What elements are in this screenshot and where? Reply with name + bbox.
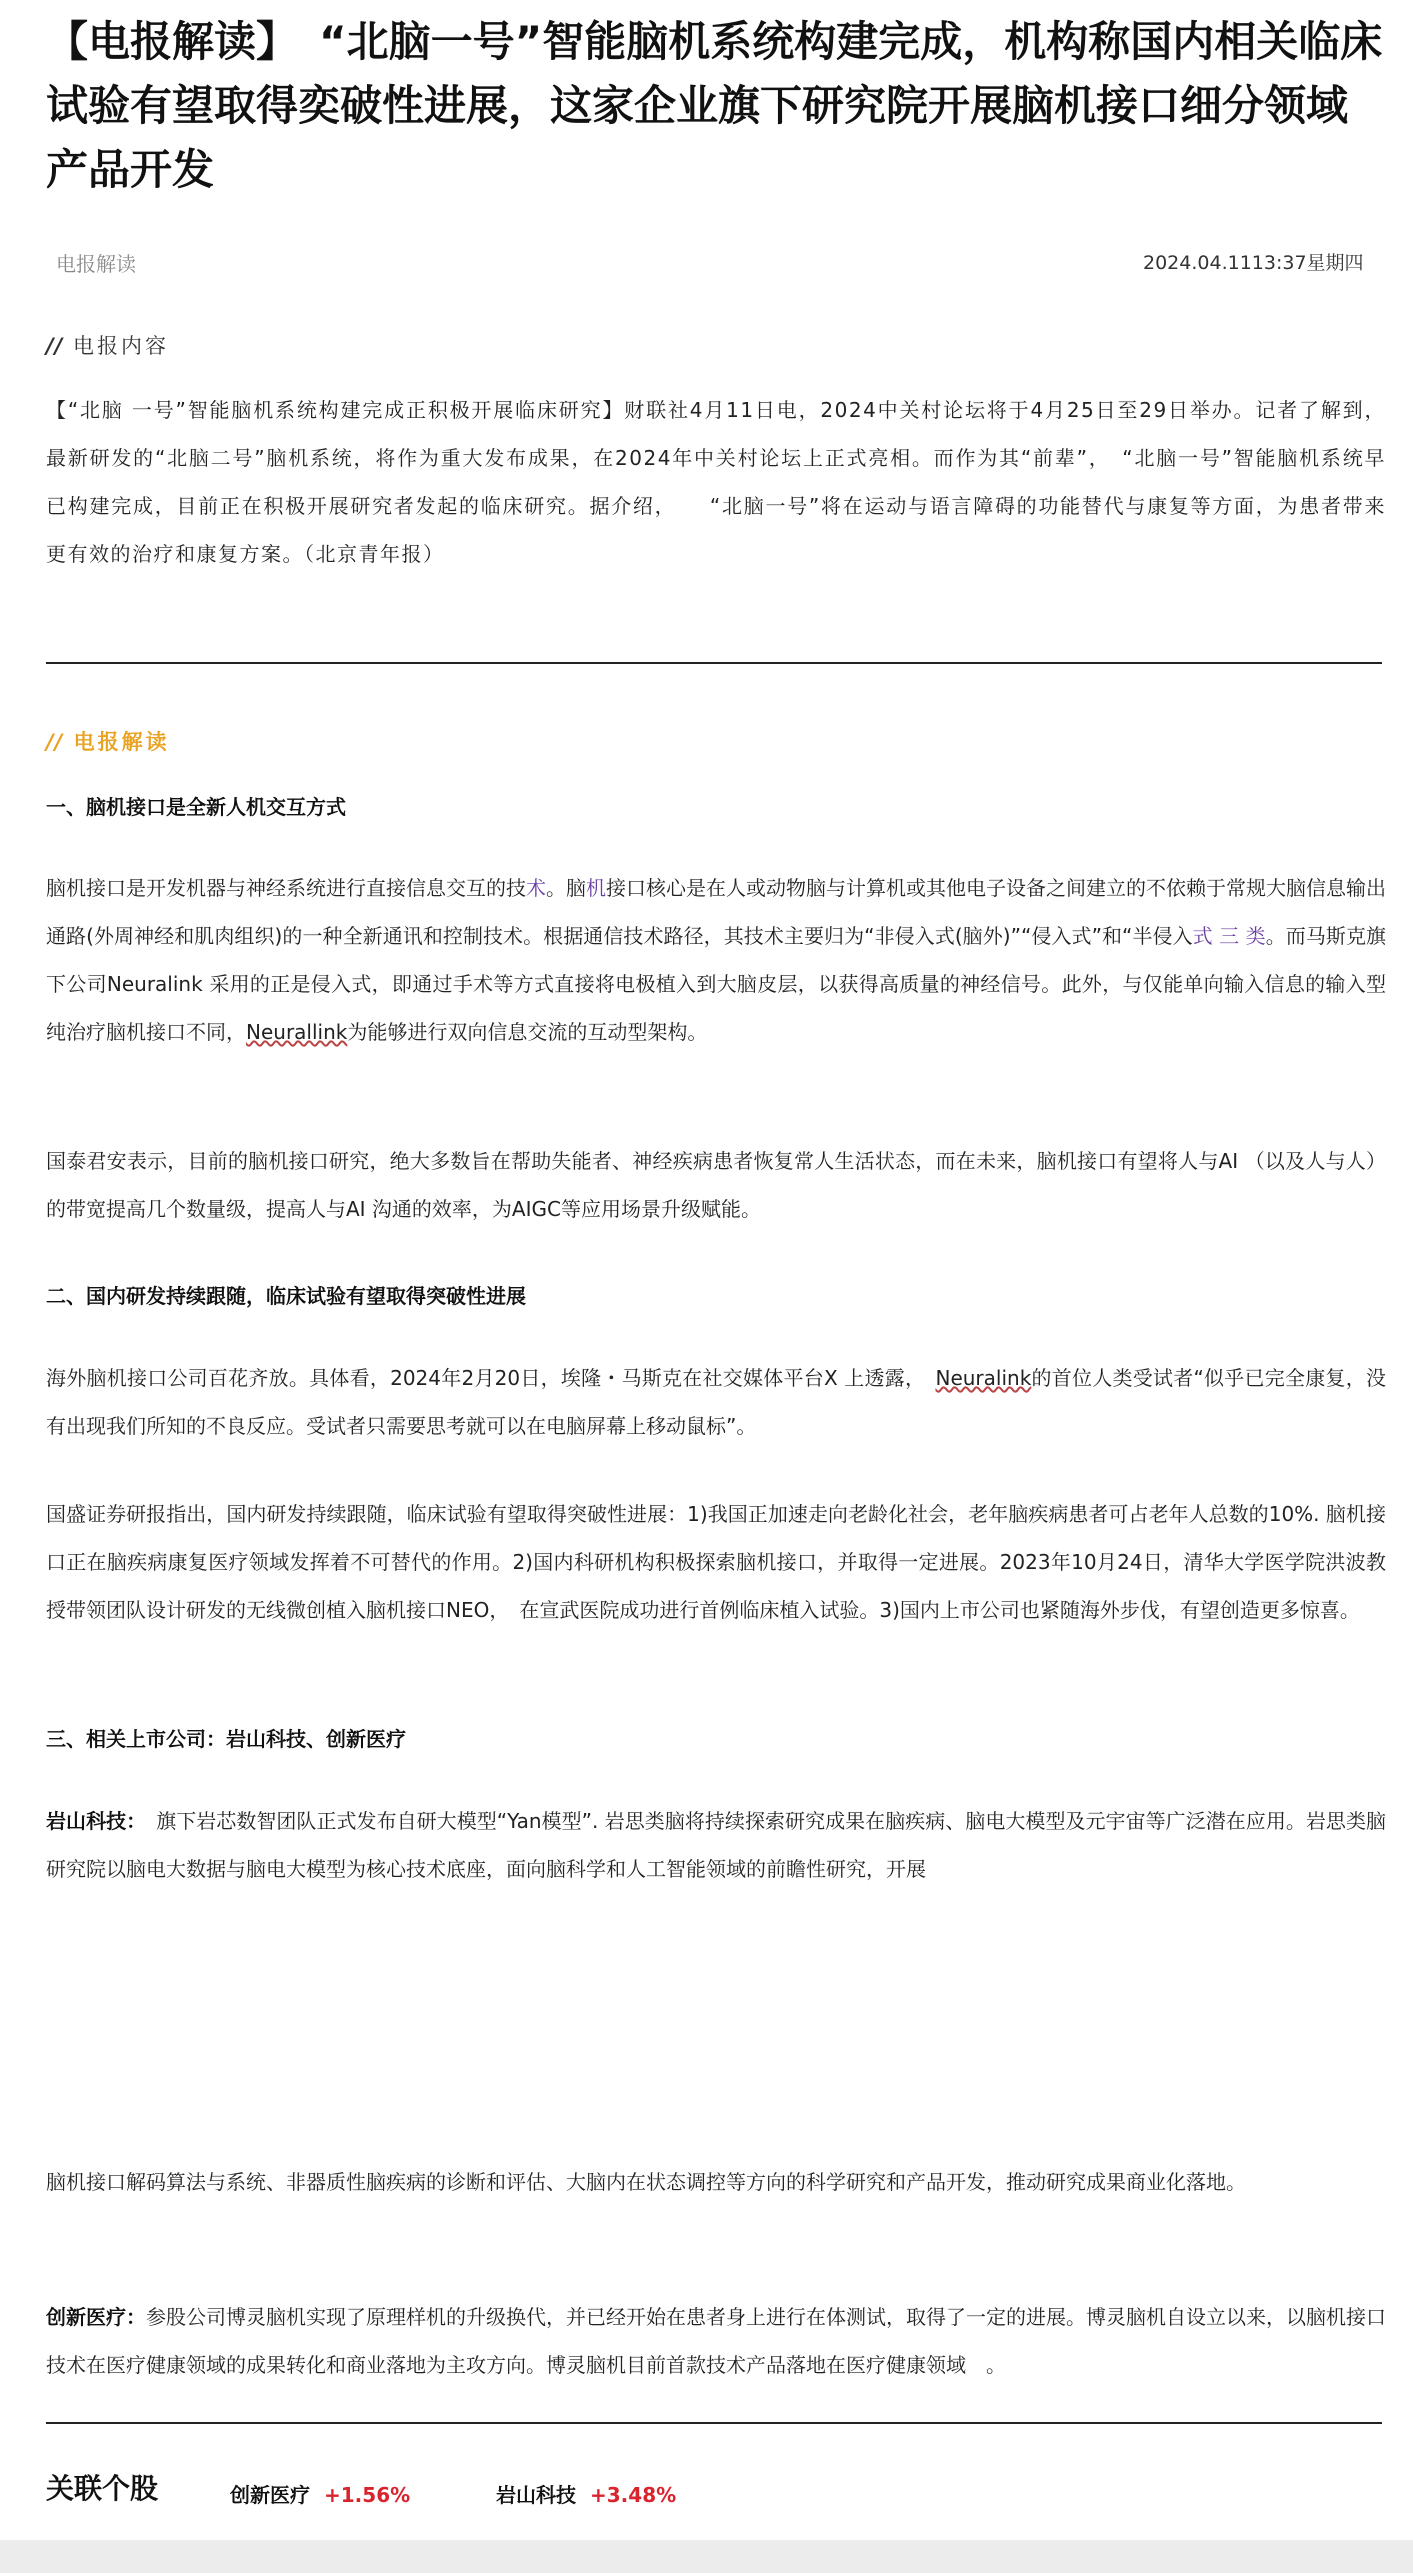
section1-heading: 一、脑机接口是全新人机交互方式 — [46, 795, 346, 819]
section3-heading: 三、相关上市公司：岩山科技、创新医疗 — [46, 1727, 406, 1751]
stock-item[interactable] — [496, 2479, 676, 2508]
text-run: 旗下岩芯数智团队正式发布自研大模型“Yan模型”. 岩思类脑将持续探索研究成果在脑疾病、脑电大模型及元宇宙等广泛潜在应用。岩思类脑研究院以脑电大数据与脑电大模型为核心技术底座，面向脑科学和人工智能领域的前瞻性研究，开展 — [46, 1809, 1386, 1881]
text-run: 为能够进行双向信息交流的互动型架构。 — [347, 1020, 708, 1044]
keyword-link[interactable]: 式 三 类 — [1192, 924, 1266, 948]
telegram-heading-text: 电报内容 — [73, 334, 170, 358]
company-label: 创新医疗： — [46, 2305, 146, 2329]
stock-name: 创新医疗 — [230, 2483, 310, 2507]
section1-paragraph2: 国泰君安表示，目前的脑机接口研究，绝大多数旨在帮助失能者、神经疾病患者恢复常人生活状态，而在未来，脑机接口有望将人与AI （以及人与人）的带宽提高几个数量级，提高人与AI 沟通的效率，为AIGC等应用场景升级赋能。 — [46, 1149, 1386, 1221]
yanshan-paragraph — [46, 1797, 1386, 1893]
chuangxin-paragraph — [46, 2293, 1386, 2389]
text-run: 脑机接口是开发机器与神经系统进行直接信息交互的技 — [46, 876, 526, 900]
publish-datetime: 2024.04.1113:37星期四 — [1143, 252, 1364, 274]
text-run: 的首位人类受试者“似乎已完全康复，没有出现我们所知的不良反应。受试者只需要思考就可以在电脑屏幕上移动鼠标”。 — [46, 1366, 1386, 1438]
keyword-link[interactable]: 机 — [586, 876, 606, 900]
analysis-heading-text: 电报解读 — [73, 730, 170, 754]
related-stocks-label: 关联个股 — [46, 2472, 159, 2505]
article-title: 【电报解读】 “北脑一号”智能脑机系统构建完成，机构称国内相关临床试验有望取得奕破性进展，这家企业旗下研究院开展脑机接口细分领域产品开发 — [46, 17, 1383, 194]
section-divider — [46, 662, 1382, 664]
slash-marker: // — [46, 334, 64, 358]
text-run: 。脑 — [546, 876, 586, 900]
section2-paragraph1 — [46, 1354, 1386, 1450]
yanshan-paragraph-continued: 脑机接口解码算法与系统、非器质性脑疾病的诊断和评估、大脑内在状态调控等方向的科学研究和产品开发，推动研究成果商业化落地。 — [46, 2170, 1246, 2194]
section2-heading: 二、国内研发持续跟随，临床试验有望取得突破性进展 — [46, 1284, 526, 1308]
source-label[interactable]: 电报解读 — [56, 252, 136, 276]
section1-paragraph1 — [46, 864, 1386, 1056]
company-label: 岩山科技： — [46, 1809, 137, 1833]
stock-name: 岩山科技 — [496, 2483, 576, 2507]
text-run: 接口核心是在人或动物脑与计算机或其他电子设备之间建立的不依赖于常规大脑信息输出通路(外周神经和肌肉组织)的一种全新通讯和控制技术。根据通信技术路径，其技术主要归为“非侵入式(脑外)”“侵入式”和“半侵入 — [46, 876, 1386, 948]
underlined-term: Neuralink — [935, 1366, 1032, 1390]
text-run: 。而马斯克旗下公司Neuralink 采用的正是侵入式，即通过手术等方式直接将电极植入到大脑皮层，以获得高质量的神经信号。此外，与仅能单向输入信息的输入型纯治疗脑机接口不同， — [46, 924, 1387, 1044]
underlined-term: Neurallink — [246, 1020, 348, 1044]
text-run: 海外脑机接口公司百花齐放。具体看，2024年2月20日，埃隆・马斯克在社交媒体平台X 上透露， — [46, 1366, 936, 1390]
stock-change: +1.56% — [324, 2483, 411, 2507]
section2-paragraph2: 国盛证券研报指出，国内研发持续跟随，临床试验有望取得突破性进展：1)我国正加速走向老龄化社会，老年脑疾病患者可占老年人总数的10%. 脑机接口正在脑疾病康复医疗领域发挥着不可替代的作用。2)国内科研机构积极探索脑机接口，并取得一定进展。2023年10月24日，清华大学医学院洪波教授带领团队设计研发的无线微创植入脑机接口NEO， 在宣武医院成功进行首例临床植入试验。3)国内上市公司也紧随海外步伐，有望创造更多惊喜。 — [46, 1502, 1386, 1622]
telegram-content: 【“北脑 一号”智能脑机系统构建完成正积极开展临床研究】财联社4月11日电，2024中关村论坛将于4月25日至29日举办。记者了解到，最新研发的“北脑二号”脑机系统，将作为重大发布成果，在2024年中关村论坛上正式亮相。而作为其“前辈”， “北脑一号”智能脑机系统早已构建完成，目前正在积极开展研究者发起的临床研究。据介绍， “北脑一号”将在运动与语言障碍的功能替代与康复等方面，为患者带来更有效的治疗和康复方案。（北京青年报） — [46, 398, 1386, 566]
bottom-bar — [0, 2540, 1413, 2573]
stock-item[interactable] — [230, 2479, 410, 2508]
section-divider — [46, 2422, 1382, 2424]
slash-marker: // — [46, 730, 64, 754]
text-run: 参股公司博灵脑机实现了原理样机的升级换代，并已经开始在患者身上进行在体测试，取得了一定的进展。博灵脑机自设立以来，以脑机接口技术在医疗健康领域的成果转化和商业落地为主攻方向。博灵脑机目前首款技术产品落地在医疗健康领域 。 — [46, 2305, 1386, 2377]
telegram-section-heading — [46, 330, 169, 360]
analysis-section-heading — [46, 726, 170, 756]
keyword-link[interactable]: 术 — [526, 876, 546, 900]
stock-change: +3.48% — [590, 2483, 677, 2507]
